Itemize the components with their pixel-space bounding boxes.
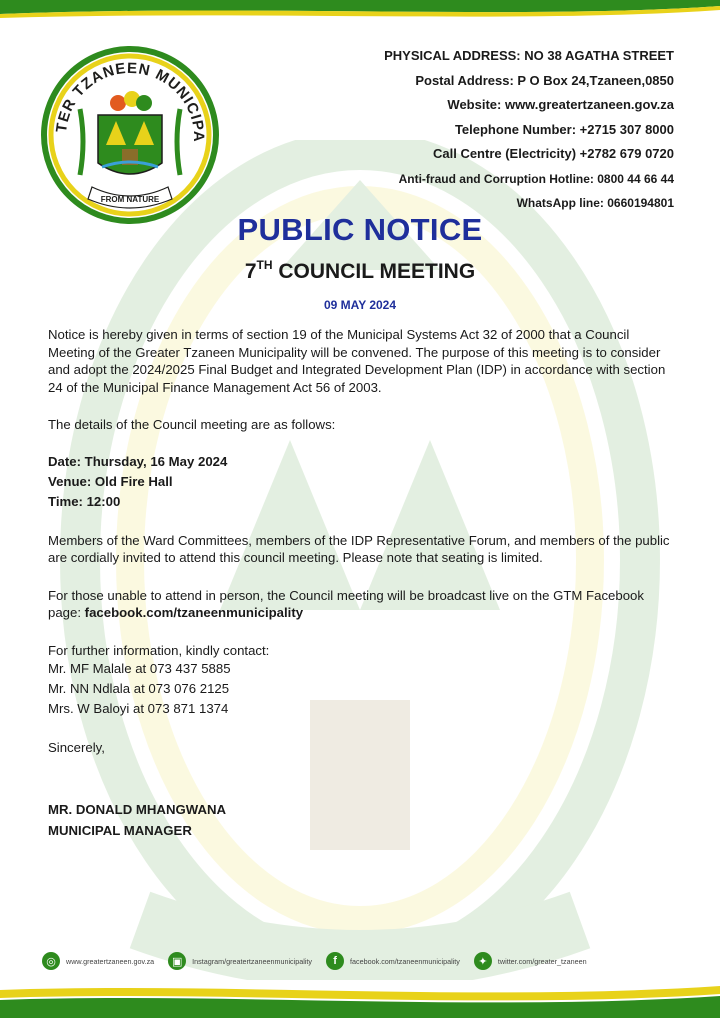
top-decorative-band xyxy=(0,0,720,22)
broadcast-text: For those unable to attend in person, the Council meeting will be broadcast live on the GTM Facebook page: xyxy=(48,587,644,620)
contact-person: Mr. MF Malale at 073 437 5885 xyxy=(48,661,231,676)
globe-icon: ◎ xyxy=(42,952,60,970)
telephone-number: Telephone Number: +2715 307 8000 xyxy=(454,121,674,137)
meeting-venue: Venue: Old Fire Hall xyxy=(48,473,173,489)
anti-fraud-hotline: Anti-fraud and Corruption Hotline: 0800 44 66 44 xyxy=(398,171,674,186)
notice-body xyxy=(48,326,678,841)
footer-instagram-link[interactable] xyxy=(168,952,312,970)
svg-text:FROM NATURE: FROM NATURE xyxy=(100,195,160,204)
municipality-logo xyxy=(40,45,220,225)
invite-paragraph: Members of the Ward Committees, members of the IDP Representative Forum, and members of the public are cordially invited to attend this council meeting. Please note that seating is limited. xyxy=(48,532,670,565)
broadcast-paragraph xyxy=(48,587,678,622)
website[interactable]: Website: www.greatertzaneen.gov.za xyxy=(447,97,674,112)
footer-twitter-link[interactable] xyxy=(474,952,587,970)
footer-link-text: twitter.com/greater_tzaneen xyxy=(497,956,587,966)
svg-text:GREATER TZANEEN MUNICIPALITY: TER TZANEEN MUNICIPA xyxy=(53,59,208,143)
meeting-date: Date: Thursday, 16 May 2024 xyxy=(48,453,228,469)
facebook-icon: f xyxy=(326,952,344,970)
footer-link-text: Instagram/greatertzaneenmunicipality xyxy=(192,956,313,966)
intro-paragraph: Notice is hereby given in terms of section 19 of the Municipal Systems Act 32 of 2000 that a Council Meeting of the Greater Tzaneen Municipality will be convened. The purpose of this meeting is to consider and adopt the 2024/2025 Final Budget and Integrated Development Plan (IDP) in accordance with section 24 of the Municipal Finance Management Act 56 of 2003. xyxy=(48,327,666,395)
call-centre-number: Call Centre (Electricity) +2782 679 0720 xyxy=(432,146,674,161)
details-intro: The details of the Council meeting are as follows: xyxy=(48,417,336,432)
subtitle-ordinal: TH xyxy=(256,258,273,272)
facebook-link[interactable]: facebook.com/tzaneenmunicipality xyxy=(84,605,304,620)
instagram-icon: ▣ xyxy=(168,952,186,970)
notice-title: PUBLIC NOTICE xyxy=(237,212,483,247)
footer-facebook-link[interactable] xyxy=(326,952,460,970)
signatory-title: MUNICIPAL MANAGER xyxy=(48,822,192,838)
contact-person: Mrs. W Baloyi at 073 871 1374 xyxy=(48,701,229,716)
contact-intro: For further information, kindly contact: xyxy=(48,642,270,658)
notice-date: 09 MAY 2024 xyxy=(323,298,397,312)
twitter-icon: ✦ xyxy=(474,952,492,970)
contact-person: Mr. NN Ndlala at 073 076 2125 xyxy=(48,681,230,696)
footer-link-text: facebook.com/tzaneenmunicipality xyxy=(350,956,460,966)
meeting-subtitle xyxy=(0,258,720,284)
meeting-time: Time: 12:00 xyxy=(48,493,121,509)
subtitle-text: COUNCIL MEETING xyxy=(272,260,476,283)
subtitle-number: 7 xyxy=(244,260,257,283)
physical-address: PHYSICAL ADDRESS: NO 38 AGATHA STREET xyxy=(384,48,674,63)
postal-address: Postal Address: P O Box 24,Tzaneen,0850 xyxy=(415,72,674,88)
closing: Sincerely, xyxy=(48,740,105,755)
signatory-name: MR. DONALD MHANGWANA xyxy=(48,801,227,817)
footer-links xyxy=(42,950,682,972)
footer-website-link[interactable] xyxy=(42,952,154,970)
footer-link-text: www.greatertzaneen.gov.za xyxy=(66,956,155,966)
contact-details xyxy=(384,44,674,215)
bottom-decorative-band xyxy=(0,980,720,1018)
whatsapp-line: WhatsApp line: 0660194801 xyxy=(516,195,674,210)
